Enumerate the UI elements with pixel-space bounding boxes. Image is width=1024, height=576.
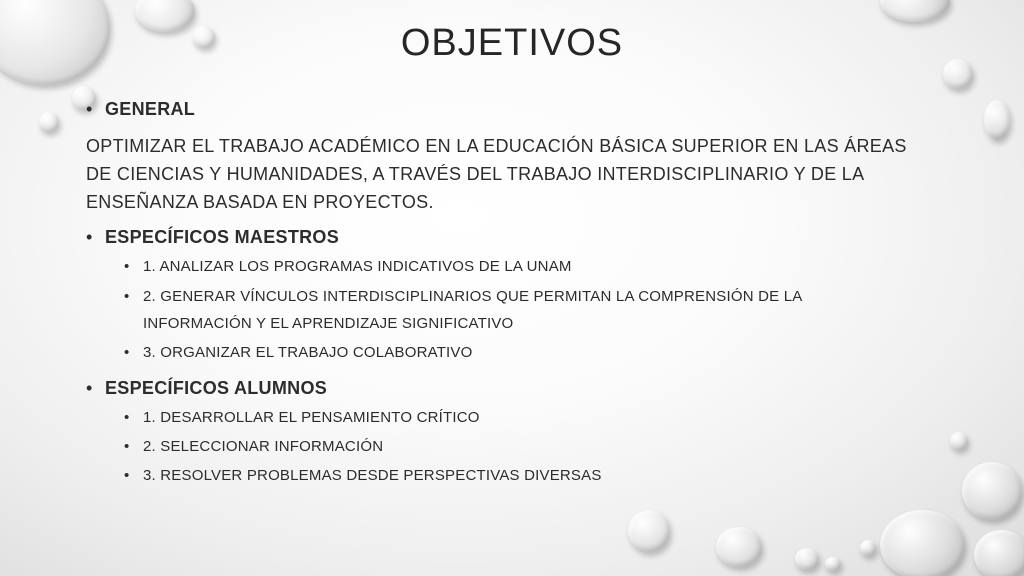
water-drop-decoration bbox=[795, 548, 819, 570]
maestros-item: • 3. ORGANIZAR EL TRABAJO COLABORATIVO bbox=[86, 340, 936, 366]
water-drop-decoration bbox=[880, 0, 950, 22]
alumnos-item: • 1. DESARROLLAR EL PENSAMIENTO CRÍTICO bbox=[86, 405, 936, 431]
water-drop-decoration bbox=[716, 527, 762, 567]
water-drop-decoration bbox=[962, 462, 1022, 520]
alumnos-item: • 2. SELECCIONAR INFORMACIÓN bbox=[86, 434, 936, 460]
slide-title: OBJETIVOS bbox=[400, 22, 624, 64]
water-drop-decoration bbox=[825, 557, 841, 571]
maestros-heading: • ESPECÍFICOS MAESTROS bbox=[86, 224, 936, 250]
maestros-item: • 1. ANALIZAR LOS PROGRAMAS INDICATIVOS DE LA UNAM bbox=[86, 254, 936, 280]
general-heading: • GENERAL bbox=[86, 96, 936, 122]
water-drop-decoration bbox=[974, 530, 1024, 576]
water-drop-decoration bbox=[628, 510, 670, 552]
slide-content bbox=[86, 96, 936, 492]
alumnos-heading: • ESPECÍFICOS ALUMNOS bbox=[86, 375, 936, 401]
water-drop-decoration bbox=[880, 510, 965, 576]
water-drop-decoration bbox=[860, 540, 876, 556]
water-drop-decoration bbox=[984, 100, 1010, 140]
water-drop-decoration bbox=[950, 432, 968, 450]
maestros-item: • 2. GENERAR VÍNCULOS INTERDISCIPLINARIOS QUE PERMITAN LA COMPRENSIÓN DE LA INFORMACIÓN Y EL APRENDIZAJE SIGNIFICATIVO bbox=[86, 283, 863, 337]
alumnos-item: • 3. RESOLVER PROBLEMAS DESDE PERSPECTIVAS DIVERSAS bbox=[86, 463, 936, 489]
general-objective-text: OPTIMIZAR EL TRABAJO ACADÉMICO EN LA EDUCACIÓN BÁSICA SUPERIOR EN LAS ÁREAS DE CIENCIAS Y HUMANIDADES, A TRAVÉS DEL TRABAJO INTERDISCIPLINARIO Y DE LA ENSEÑANZA BASADA EN PROYECTOS. bbox=[86, 136, 907, 212]
water-drop-decoration bbox=[39, 112, 59, 132]
